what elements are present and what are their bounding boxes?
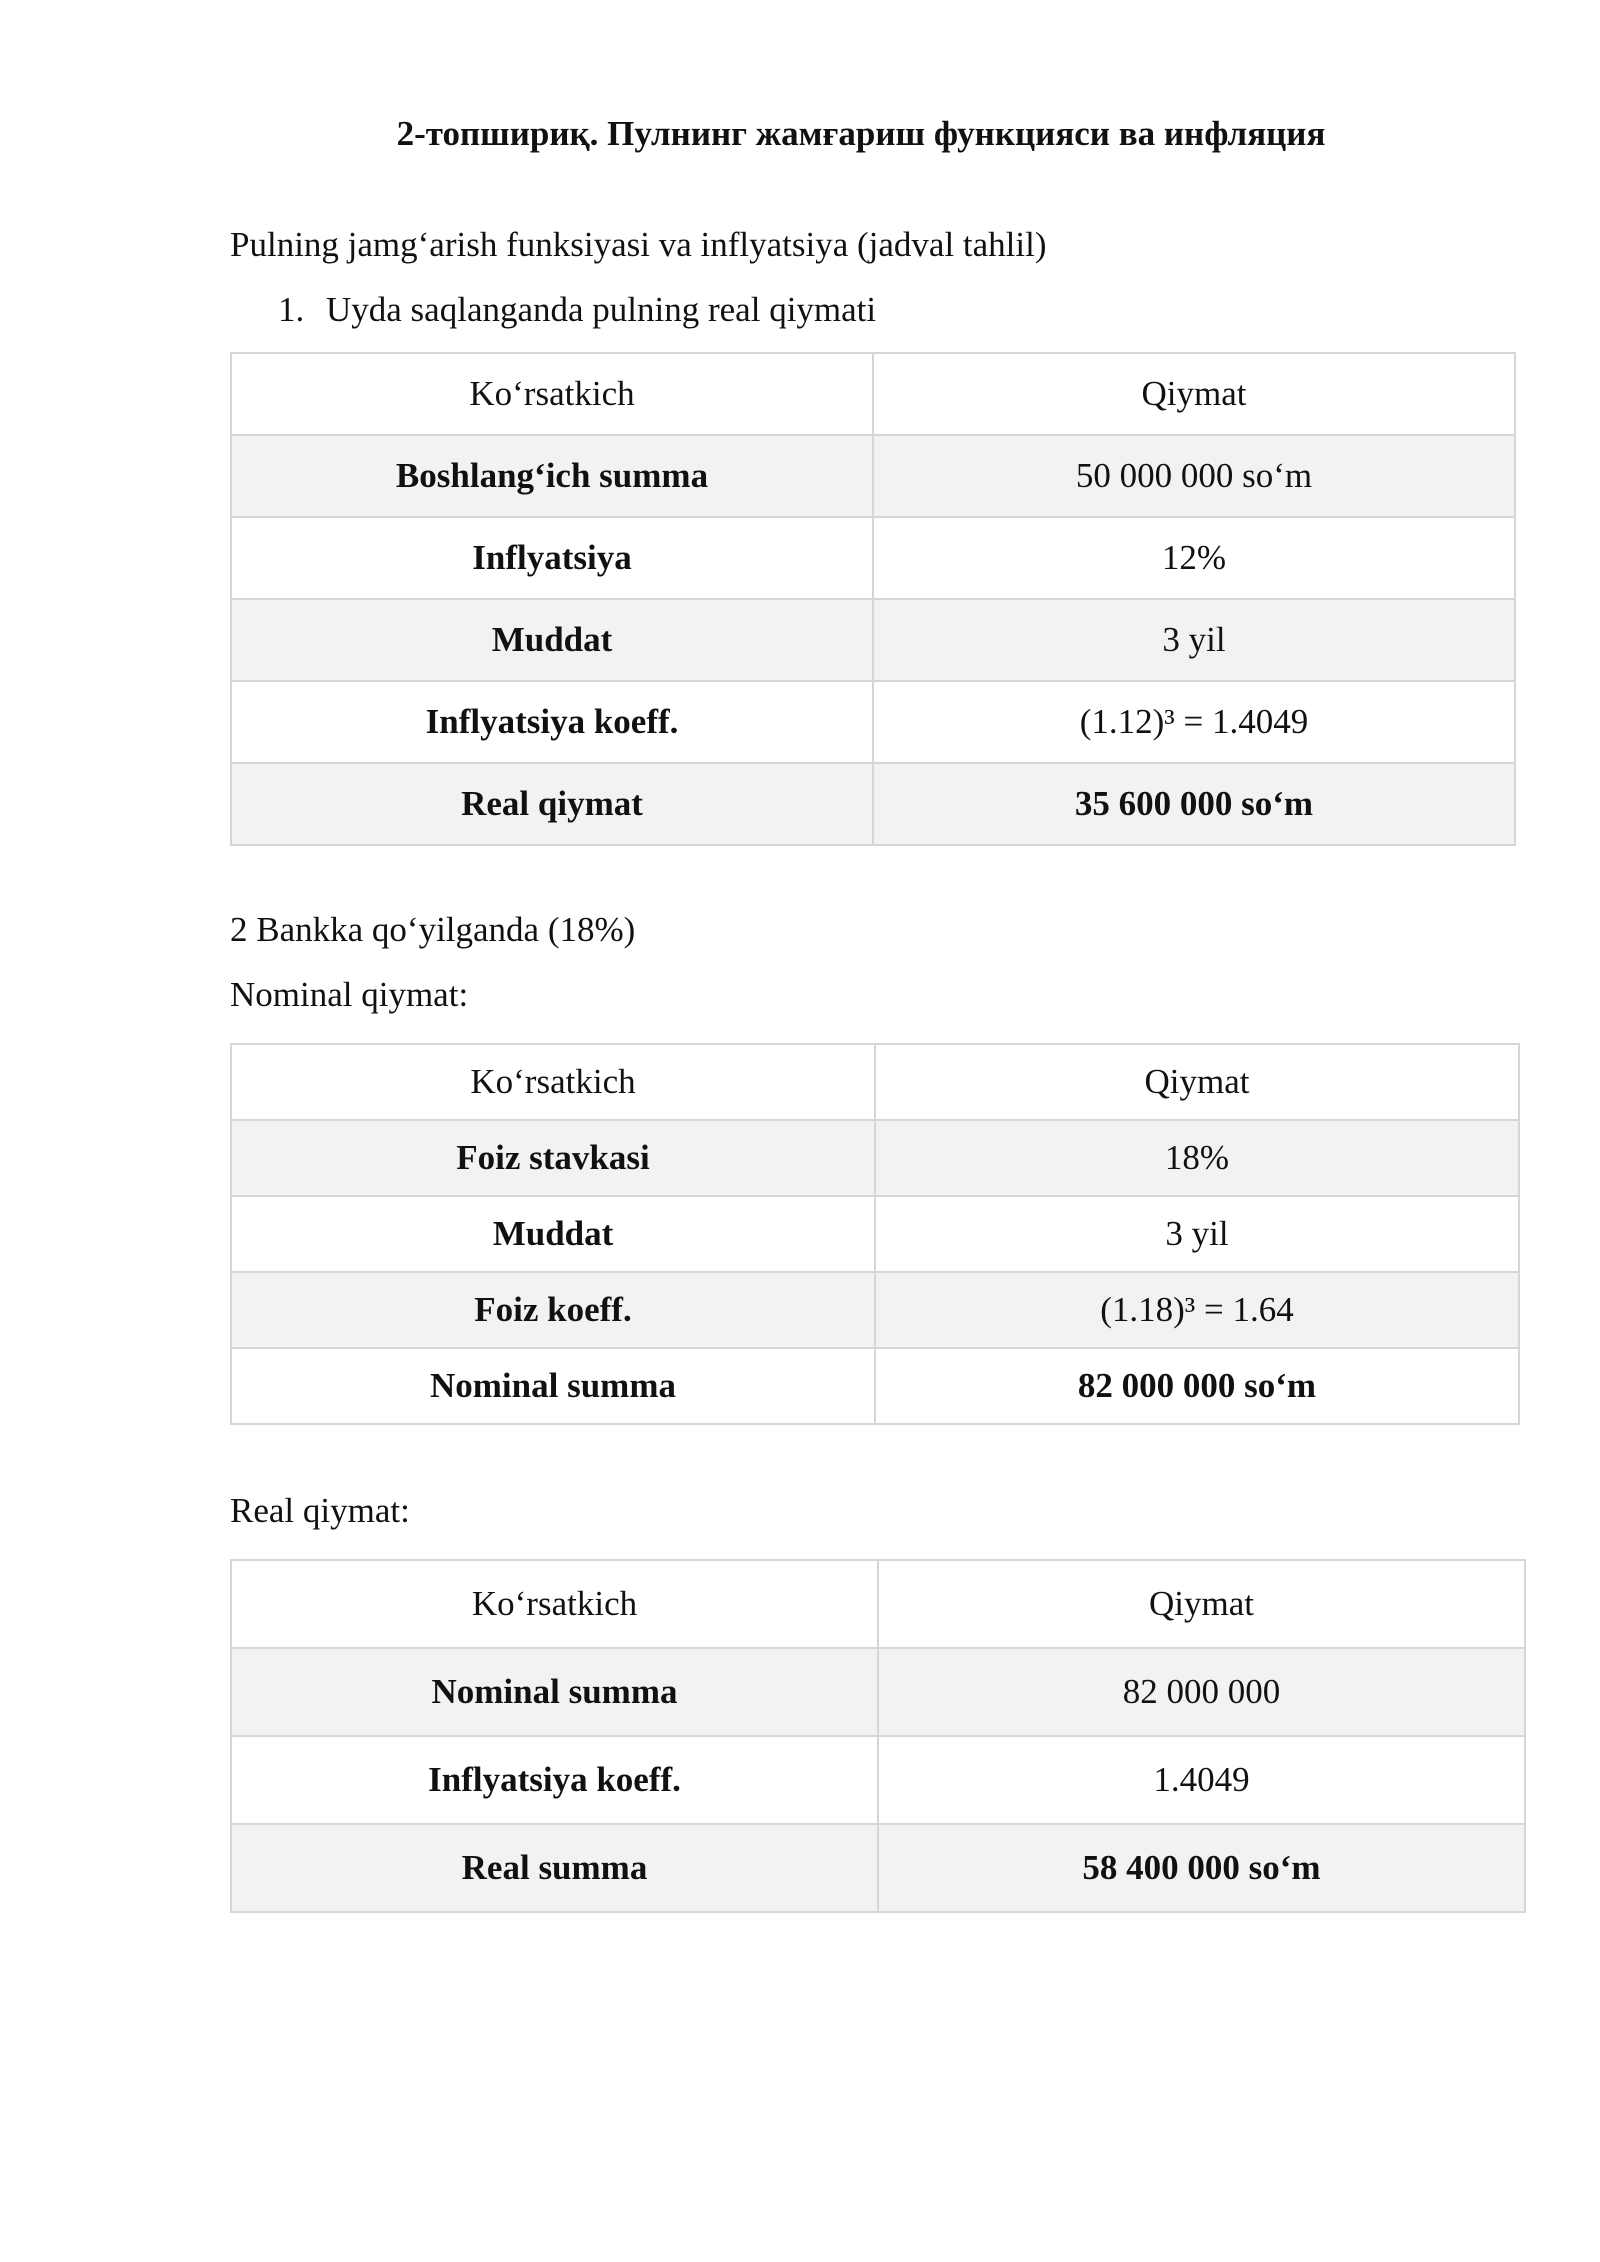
row-value: 18% bbox=[875, 1120, 1519, 1196]
row-value: 1.4049 bbox=[878, 1736, 1525, 1824]
row-label: Boshlang‘ich summa bbox=[231, 435, 873, 517]
table-row bbox=[231, 1120, 1519, 1196]
row-value: 82 000 000 bbox=[878, 1648, 1525, 1736]
row-label: Muddat bbox=[231, 1196, 875, 1272]
row-value: 12% bbox=[873, 517, 1515, 599]
row-label: Foiz stavkasi bbox=[231, 1120, 875, 1196]
list-number: 1. bbox=[278, 290, 305, 329]
row-value: 58 400 000 so‘m bbox=[878, 1824, 1525, 1912]
nominal-value-table bbox=[230, 1043, 1520, 1425]
row-label: Inflyatsiya koeff. bbox=[231, 681, 873, 763]
document-title: 2-топшириқ. Пулнинг жамғариш функцияси ва инфляция bbox=[396, 114, 1326, 153]
nominal-label: Nominal qiymat: bbox=[230, 975, 469, 1014]
table-row bbox=[231, 1272, 1519, 1348]
row-value: 50 000 000 so‘m bbox=[873, 435, 1515, 517]
header-cell-indicator: Ko‘rsatkich bbox=[231, 1560, 878, 1648]
table-row bbox=[231, 517, 1515, 599]
header-cell-value: Qiymat bbox=[873, 353, 1515, 435]
table-row bbox=[231, 1736, 1525, 1824]
row-label: Real qiymat bbox=[231, 763, 873, 845]
table-row bbox=[231, 681, 1515, 763]
row-value: 35 600 000 so‘m bbox=[873, 763, 1515, 845]
header-cell-indicator: Ko‘rsatkich bbox=[231, 1044, 875, 1120]
table-header-row bbox=[231, 353, 1515, 435]
row-value: (1.12)³ = 1.4049 bbox=[873, 681, 1515, 763]
table-header-row bbox=[231, 1044, 1519, 1120]
intro-paragraph: Pulning jamg‘arish funksiyasi va inflyatsiya (jadval tahlil) bbox=[230, 225, 1047, 264]
section2-heading: 2 Bankka qo‘yilganda (18%) bbox=[230, 910, 636, 949]
table-row bbox=[231, 599, 1515, 681]
row-label: Inflyatsiya bbox=[231, 517, 873, 599]
row-label: Foiz koeff. bbox=[231, 1272, 875, 1348]
table-row bbox=[231, 1824, 1525, 1912]
table-row bbox=[231, 1348, 1519, 1424]
table-header-row bbox=[231, 1560, 1525, 1648]
header-cell-indicator: Ko‘rsatkich bbox=[231, 353, 873, 435]
row-value: 3 yil bbox=[875, 1196, 1519, 1272]
row-label: Inflyatsiya koeff. bbox=[231, 1736, 878, 1824]
row-label: Nominal summa bbox=[231, 1348, 875, 1424]
row-value: (1.18)³ = 1.64 bbox=[875, 1272, 1519, 1348]
table-row bbox=[231, 1196, 1519, 1272]
row-label: Real summa bbox=[231, 1824, 878, 1912]
section1-heading-text: Uyda saqlanganda pulning real qiymati bbox=[326, 290, 877, 329]
table-row bbox=[231, 763, 1515, 845]
row-value: 3 yil bbox=[873, 599, 1515, 681]
table-row bbox=[231, 1648, 1525, 1736]
real-value-table bbox=[230, 1559, 1526, 1913]
table-row bbox=[231, 435, 1515, 517]
row-label: Muddat bbox=[231, 599, 873, 681]
home-savings-table bbox=[230, 352, 1516, 846]
header-cell-value: Qiymat bbox=[878, 1560, 1525, 1648]
row-value: 82 000 000 so‘m bbox=[875, 1348, 1519, 1424]
real-label: Real qiymat: bbox=[230, 1491, 410, 1530]
header-cell-value: Qiymat bbox=[875, 1044, 1519, 1120]
section1-heading bbox=[278, 288, 876, 332]
row-label: Nominal summa bbox=[231, 1648, 878, 1736]
